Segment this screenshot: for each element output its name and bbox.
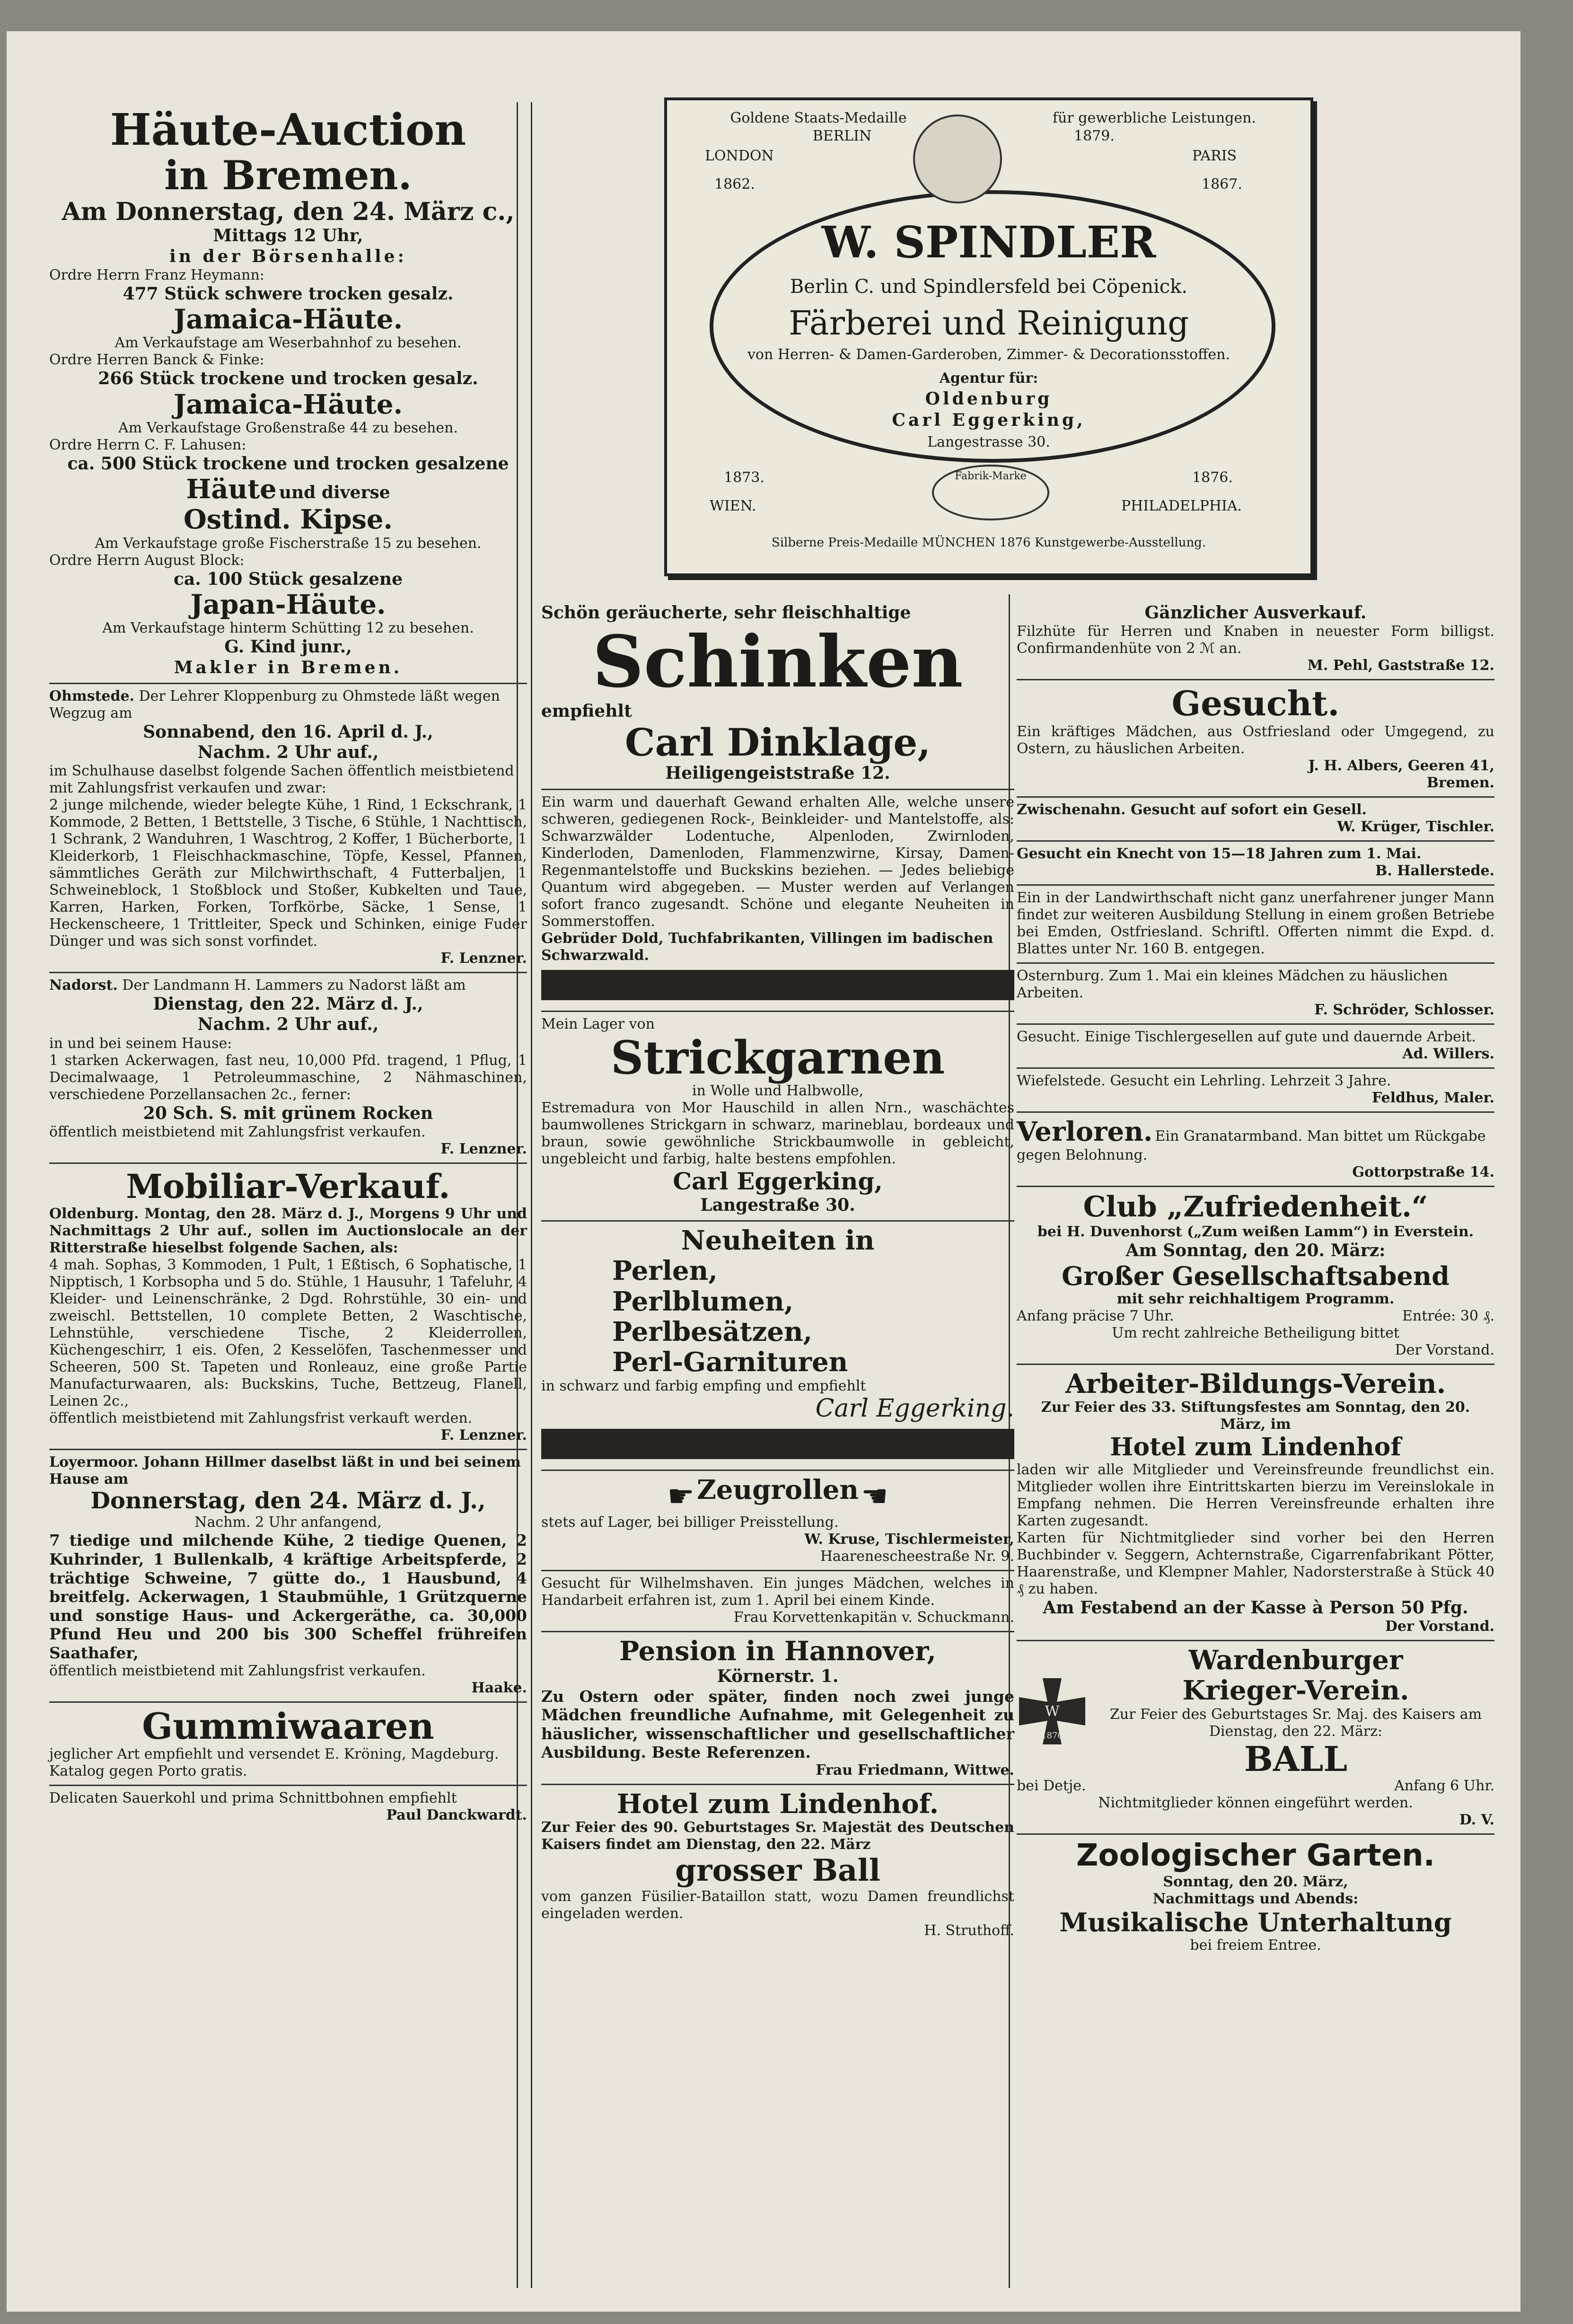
tisch-sign: Ad. Willers.	[1402, 1045, 1494, 1062]
zeug-title: Zeugrollen	[696, 1474, 859, 1505]
wilh-sign: Frau Korvettenkapitän v. Schuckmann.	[733, 1609, 1014, 1626]
pens-title: Pension in Hannover,	[619, 1636, 936, 1667]
zoo-text1: Sonntag, den 20. März,	[1163, 1873, 1348, 1890]
spindler-agentname: Carl Eggerking,	[892, 410, 1086, 430]
ges-sign: J. H. Albers, Geeren 41,	[1308, 757, 1494, 774]
loy-date: Donnerstag, den 24. März d. J.,	[90, 1488, 486, 1514]
nad-items: 1 starken Ackerwagen, fast neu, 10,000 Pfd. tragend, 1 Pflug, 1 Decimalwaage, 1 Petroleummaschine, 2 Nähmaschinen, verschiedene Porzellansachen 2c., ferner:	[49, 1052, 527, 1103]
ad-knecht	[1017, 842, 1494, 886]
ad-zoo	[1017, 1835, 1494, 1959]
lot4-sign: G. Kind junr.,	[224, 637, 352, 657]
lot3-title2: und diverse	[279, 483, 390, 503]
ad-osternburg	[1017, 964, 1494, 1025]
knecht-text: Gesucht ein Knecht von 15—18 Jahren zum 1. Mai.	[1017, 845, 1422, 862]
ausv-text: Filzhüte für Herren und Knaben in neuester Form billigst. Confirmandenhüte von 2 ℳ an.	[1017, 623, 1494, 657]
tisch-text: Gesucht. Einige Tischlergesellen auf gute und dauernde Arbeit.	[1017, 1028, 1476, 1045]
ward-sign: D. V.	[1459, 1812, 1494, 1828]
spindler-1873: 1873.	[724, 469, 765, 486]
ad-zeugrollen	[541, 1471, 1014, 1572]
spindler-1879: 1879.	[1074, 128, 1115, 144]
ohm-date: Sonnabend, den 16. April d. J.,	[143, 722, 433, 742]
zoo-title: Zoologischer Garten.	[1076, 1838, 1435, 1873]
pens-addr: Körnerstr. 1.	[717, 1666, 839, 1687]
arb-title: Arbeiter-Bildungs-Verein.	[1065, 1368, 1446, 1400]
iron-cross-svg	[1017, 1676, 1088, 1747]
spindler-medal2: für gewerbliche Leistungen.	[1052, 110, 1257, 126]
perl-item3: Perlbesätzen,	[612, 1316, 813, 1348]
nad-time: Nachm. 2 Uhr auf.,	[197, 1014, 379, 1035]
ohm-time: Nachm. 2 Uhr auf.,	[197, 742, 379, 763]
mob-text1: Oldenburg. Montag, den 28. März d. J., Morgens 9 Uhr und Nachmittags 2 Uhr auf., sollen im Auctionslocale an der Ritterstraße hieselbst folgende Sachen, als:	[49, 1206, 527, 1257]
spindler-items: von Herren- & Damen-Garderoben, Zimmer- & Decorationsstoffen.	[747, 346, 1230, 363]
spindler-paris: PARIS	[1192, 148, 1237, 164]
perl-title: Neuheiten in	[681, 1224, 875, 1256]
ward-title2: Krieger-Verein.	[1182, 1675, 1409, 1707]
pointing-hand-left-icon: ☚	[861, 1479, 888, 1514]
ad-strickgarne	[541, 1012, 1014, 1222]
ad-wiefelstede	[1017, 1069, 1494, 1113]
club-text2: mit sehr reichhaltigem Programm.	[1116, 1290, 1395, 1307]
schinken-text1: Schön geräucherte, sehr fleischhaltige	[541, 603, 911, 623]
club-sign: Der Vorstand.	[1395, 1341, 1494, 1358]
perl-item1: Perlen,	[612, 1255, 718, 1287]
iron-cross-icon	[1017, 1676, 1088, 1747]
ad-arbeiter-verein	[1017, 1365, 1494, 1641]
verl-sign: Gottorpstraße 14.	[1352, 1164, 1494, 1181]
arb-text1: Zur Feier des 33. Stiftungsfestes am Sonntag, den 20. März, im	[1041, 1399, 1470, 1433]
cross-letter: W	[1045, 1703, 1060, 1720]
lot1-order: Ordre Herrn Franz Heymann:	[49, 266, 264, 283]
club-text4: Um recht zahlreiche Betheiligung bittet	[1112, 1324, 1399, 1341]
ad-gewand	[541, 790, 1014, 1012]
wief-sign: Feldhus, Maler.	[1371, 1089, 1494, 1106]
club-title2: Großer Gesellschaftsabend	[1062, 1260, 1450, 1291]
strick-addr: Langestraße 30.	[700, 1195, 855, 1215]
arb-title2: Hotel zum Lindenhof	[1110, 1433, 1401, 1462]
spindler-phila: PHILADELPHIA.	[1121, 498, 1242, 514]
loy-text1: Loyermoor. Johann Hillmer daselbst läßt in und bei seinem Hause am	[49, 1454, 521, 1488]
column-2	[541, 599, 1014, 1944]
spindler-agent: Agentur für:	[939, 370, 1038, 387]
lot2-qty: 266 Stück trockene und trocken gesalz.	[98, 369, 478, 389]
spindler-name: W. SPINDLER	[821, 217, 1156, 268]
hotel-ball-title: grosser Ball	[675, 1853, 881, 1889]
schinken-name: Carl Dinklage,	[624, 720, 931, 765]
column-rule-1b	[531, 102, 532, 2288]
gum-title: Gummiwaaren	[142, 1705, 434, 1747]
pointing-hand-right-icon: ☛	[667, 1479, 694, 1514]
ad-landwirtschaft	[1017, 886, 1494, 964]
ad-ausverkauf	[1017, 599, 1494, 680]
ad-loyermoor	[49, 1450, 527, 1702]
schinken-title: Schinken	[592, 620, 963, 704]
hotel-text2: vom ganzen Füsilier-Bataillon statt, wozu Damen freundlichst eingeladen werden.	[541, 1888, 1014, 1922]
gewand-sign: Gebrüder Dold, Tuchfabrikanten, Villingen im badischen Schwarzwald.	[541, 930, 993, 964]
lot4-view: Am Verkaufstage hinterm Schütting 12 zu besehen.	[102, 620, 474, 637]
trademark-icon	[932, 465, 1049, 520]
ward-ball: BALL	[1244, 1738, 1347, 1779]
lot3-view: Am Verkaufstage große Fischerstraße 15 zu besehen.	[95, 535, 482, 552]
zeug-addr: Haarenescheestraße Nr. 9.	[820, 1548, 1014, 1565]
loy-sign: Haake.	[471, 1679, 527, 1696]
zoo-text3: bei freiem Entree.	[1190, 1937, 1321, 1954]
spindler-city: Oldenburg	[925, 389, 1053, 409]
nad-date: Dienstag, den 22. März d. J.,	[153, 994, 423, 1014]
pens-text: Zu Ostern oder später, finden noch zwei junge Mädchen freundliche Aufnahme, mit Gelegenheit zu häuslicher, wissenschaftlicher und gesellschaftlicher Ausbildung. Beste Referenzen.	[541, 1687, 1014, 1762]
ad-pension	[541, 1632, 1014, 1785]
gewand-text: Ein warm und dauerhaft Gewand erhalten Alle, welche unsere schweren, gediegenen Rock-, Beinkleider- und Mantelstoffe, als: Schwarzwälder Lodentuche, Alpenloden, Zwirnloden, Kinderloden, Damenloden, Flammenzwirne, Kirsay, Damen-Regenmantelstoffe und Buckskins beziehen. — Jedes beliebige Quantum wird abgegeben. — Muster werden auf Verlangen sofort franco zugesandt. Schöne und elegante Neuheiten in Sommerstoffen.	[541, 793, 1014, 930]
ad-nadorst	[49, 973, 527, 1164]
nad-text2: in und bei seinem Hause:	[49, 1035, 232, 1052]
ad-verloren	[1017, 1113, 1494, 1187]
nad-text5: öffentlich meistbietend mit Zahlungsfrist verkaufen.	[49, 1123, 426, 1140]
ges-city: Bremen.	[1426, 774, 1494, 791]
spindler-bottom: Silberne Preis-Medaille MÜNCHEN 1876 Kunstgewerbe-Ausstellung.	[771, 536, 1206, 550]
haute-place: in der Börsenhalle:	[169, 246, 407, 266]
perl-item4: Perl-Garnituren	[612, 1347, 848, 1378]
spindler-mark: Fabrik-Marke	[955, 470, 1027, 482]
perl-item2: Perlblumen,	[612, 1285, 794, 1317]
arb-text2: laden wir alle Mitglieder und Vereinsfreunde freundlichst ein. Mitglieder wollen ihre Eintrittskarten bierzu im Vereinslokale in Empfang nehmen. Die Herren Vereinsfreunde erhalten ihre Karten zugesandt.	[1017, 1461, 1494, 1529]
haute-title: Häute-Auction	[110, 104, 466, 155]
ward-text4: Nichtmitglieder können eingeführt werden.	[1098, 1795, 1413, 1811]
medal-icon	[913, 114, 1002, 203]
lot2-title: Jamaica-Häute.	[173, 388, 403, 420]
ad-schinken	[541, 599, 1014, 790]
lot4-title: Japan-Häute.	[190, 589, 386, 621]
ost-sign: F. Schröder, Schlosser.	[1314, 1001, 1494, 1018]
loy-items: 7 tiedige und milchende Kühe, 2 tiedige Quenen, 2 Kuhrinder, 1 Bullenkalb, 4 kräftige Arbeitspferde, 2 trächtige Schweine, 7 gütte do., 1 Hausbund, 4 breitfelg. Ackerwagen, 1 Staubmühle, 1 Grützquerne und sonstige Haus- und Ackergeräthe, ca. 30,000 Pfund Heu und 200 bis 300 Scheffel frühreifen Saathafer,	[49, 1531, 527, 1663]
haute-subtitle: in Bremen.	[164, 152, 412, 199]
ohm-text2: im Schulhause daselbst folgende Sachen öffentlich meistbietend mit Zahlungsfrist verkaufen und zwar:	[49, 763, 514, 797]
schinken-addr: Heiligengeiststraße 12.	[665, 763, 890, 783]
ohm-items: 2 junge milchende, wieder belegte Kühe, 1 Rind, 1 Eckschrank, 1 Kommode, 2 Betten, 1 Bettstelle, 3 Tische, 6 Stühle, 1 Nachttisch, 1 Schrank, 2 Wanduhren, 1 Waschtrog, 2 Koffer, 1 Bücherborte, 1 Kleiderkorb, 1 Fleischhackmaschine, Töpfe, Kessel, Pfannen, sämmtliches Geräth zur Milchwirthschaft, 4 Futterbaljen, 1 Schweineblock, 1 Stoßblock und Stoßer, Kubkelten und Taue, Karren, Harken, Forken, Torfkörbe, Säcke, 1 Sense, 1 Heckenscheere, 1 Trittleiter, Speck und Schinken, einige Fuder Dünger und was sich sonst vorfindet.	[49, 797, 527, 950]
mob-items: 4 mah. Sophas, 3 Kommoden, 1 Pult, 1 Eßtisch, 6 Sophatische, 1 Nipptisch, 1 Korbsopha und 5 do. Stühle, 1 Hausuhr, 1 Tafeluhr, 4 Kleider- und Leinenschränke, 2 Dgd. Rohrstühle, 30 ein- und zweischl. Bettstellen, 10 complete Betten, 2 Waschtische, Lehnstühle, verschiedene Tische, 2 Kleiderrollen, Küchengeschirr, 1 eis. Ofen, 2 Kesselöfen, Taschenmesser und Scheeren, 500 St. Tapeten und Ronleauz, eine große Partie Manufacturwaaren, als: Buckskins, Tuche, Bettzeug, Flanell, Leinen 2c.,	[49, 1257, 527, 1410]
ausv-heading: Gänzlicher Ausverkauf.	[1144, 603, 1367, 623]
column-1	[49, 102, 527, 1829]
lot3-qty: ca. 500 Stück trockene und trocken gesalzene	[67, 453, 509, 474]
black-bar	[541, 1429, 1014, 1459]
ad-zwischenahn	[1017, 798, 1494, 842]
lot4-qty: ca. 100 Stück gesalzene	[174, 569, 403, 589]
arb-text3: Karten für Nichtmitglieder sind vorher bei den Herren Buchbinder v. Seggern, Achternstraße, Cigarrenfabrikant Pötter, Haarenstraße, und Klempner Mahler, Nadorsterstraße à Stück 40 ₰ zu haben.	[1017, 1529, 1494, 1597]
ward-text2: bei Detje.	[1017, 1778, 1086, 1794]
spindler-1862: 1862.	[714, 176, 755, 193]
del-sign: Paul Danckwardt.	[386, 1807, 527, 1824]
lot1-qty: 477 Stück schwere trocken gesalz.	[123, 283, 454, 304]
spindler-1867: 1867.	[1202, 176, 1242, 193]
nad-text1: Der Landmann H. Lammers zu Nadorst läßt am	[122, 977, 466, 994]
perl-sign: Carl Eggerking.	[815, 1394, 1014, 1423]
gum-text: jeglicher Art empfiehlt und versendet E. Kröning, Magdeburg. Katalog gegen Porto gratis.	[49, 1746, 499, 1780]
lot3-order: Ordre Herrn C. F. Lahusen:	[49, 436, 246, 453]
ward-title: Wardenburger	[1188, 1645, 1403, 1676]
club-title: Club „Zufriedenheit.“	[1083, 1190, 1428, 1224]
nad-sign: F. Lenzner.	[440, 1140, 527, 1157]
haute-date: Am Donnerstag, den 24. März c.,	[62, 197, 515, 226]
black-bar	[541, 970, 1014, 1000]
lot3-title: Häute	[186, 474, 277, 505]
lot1-view: Am Verkaufstage am Weserbahnhof zu besehen.	[114, 335, 462, 352]
lw-text: Ein in der Landwirthschaft nicht ganz unerfahrener junger Mann findet zur weiteren Ausbildung Stellung in einem großen Betriebe bei Emden, Ostfriesland. Schriftl. Offerten nimmt die Expd. d. Blattes unter Nr. 160 B. entgegen.	[1017, 889, 1494, 957]
ad-sauerkohl	[49, 1786, 527, 1829]
loy-text3: öffentlich meistbietend mit Zahlungsfrist verkaufen.	[49, 1662, 426, 1679]
loy-time: Nachm. 2 Uhr anfangend,	[194, 1514, 382, 1531]
club-date: Am Sonntag, den 20. März:	[1125, 1241, 1386, 1261]
ad-perlen	[541, 1222, 1014, 1471]
strick-name: Carl Eggerking,	[673, 1167, 883, 1196]
zoo-title2: Musikalische Unterhaltung	[1059, 1907, 1452, 1937]
nad-heading: Nadorst.	[49, 977, 118, 994]
ad-wardenburger	[1017, 1641, 1494, 1835]
ad-spindler	[664, 97, 1313, 576]
zoo-text2: Nachmittags und Abends:	[1152, 1890, 1359, 1907]
schinken-text2: empfiehlt	[541, 701, 632, 722]
spindler-trade: Färberei und Reinigung	[789, 304, 1189, 343]
lot1-title: Jamaica-Häute.	[173, 303, 403, 335]
hotel-text1: Zur Feier des 90. Geburtstages Sr. Majestät des Deutschen Kaisers findet am Dienstag, den 22. März	[541, 1819, 1014, 1853]
ges-text: Ein kräftiges Mädchen, aus Ostfriesland oder Umgegend, zu Ostern, zu häuslichen Arbeiten.	[1017, 723, 1494, 757]
club-text1: bei H. Duvenhorst („Zum weißen Lamm“) in Everstein.	[1037, 1224, 1474, 1241]
zwi-text: Zwischenahn. Gesucht auf sofort ein Gesell.	[1017, 801, 1367, 818]
knecht-sign: B. Hallerstede.	[1375, 862, 1494, 879]
ward-text3: Anfang 6 Uhr.	[1394, 1778, 1494, 1794]
ad-club	[1017, 1187, 1494, 1364]
spindler-wien: WIEN.	[710, 498, 756, 514]
spindler-street: Langestrasse 30.	[927, 434, 1050, 450]
mob-title: Mobiliar-Verkauf.	[126, 1166, 450, 1206]
hotel-title: Hotel zum Lindenhof.	[616, 1788, 939, 1820]
lot4-order: Ordre Herrn August Block:	[49, 552, 245, 569]
lot3-title3: Ostind. Kipse.	[183, 504, 393, 536]
club-text3: Anfang präcise 7 Uhr.	[1017, 1307, 1174, 1324]
strick-text2: in Wolle und Halbwolle,	[692, 1083, 864, 1100]
ad-haeute-auction	[49, 102, 527, 684]
verl-text: Ein Granatarmband. Man bittet um Rückgabe gegen Belohnung.	[1017, 1127, 1486, 1164]
ad-gesucht	[1017, 680, 1494, 798]
spindler-london: LONDON	[705, 148, 774, 164]
arb-text4: Am Festabend an der Kasse à Person 50 Pfg.	[1043, 1597, 1468, 1618]
nad-rocken: 20 Sch. S. mit grünem Rocken	[143, 1103, 433, 1123]
ohm-heading: Ohmstede.	[49, 687, 135, 704]
verl-title: Verloren.	[1017, 1116, 1153, 1147]
ad-ohmstede	[49, 684, 527, 973]
del-text: Delicaten Sauerkohl und prima Schnittbohnen empfiehlt	[49, 1790, 457, 1807]
haute-time: Mittags 12 Uhr,	[213, 226, 363, 246]
cross-year: 1870	[1041, 1731, 1063, 1741]
strick-text1: Mein Lager von	[541, 1015, 655, 1032]
lot4-sign2: Makler in Bremen.	[174, 657, 403, 678]
ward-text1: Zur Feier des Geburtstages Sr. Maj. des Kaisers am Dienstag, den 22. März:	[1109, 1706, 1482, 1740]
arb-sign: Der Vorstand.	[1385, 1618, 1494, 1635]
spindler-berlin: BERLIN	[812, 128, 872, 144]
zwi-sign: W. Krüger, Tischler.	[1337, 818, 1494, 835]
ad-gummiwaaren	[49, 1703, 527, 1787]
strick-text3: Estremadura von Mor Hauschild in allen Nrn., waschächtes baumwollenes Strickgarn in schwarz, marineblau, bordeaux und braun, sowie gewöhnliche Strickbaumwolle in gebleicht, ungebleicht und farbig, halte bestens empfohlen.	[541, 1100, 1014, 1168]
spindler-address: Berlin C. und Spindlersfeld bei Cöpenick.	[790, 276, 1188, 298]
wilh-text: Gesucht für Wilhelmshaven. Ein junges Mädchen, welches in Handarbeit erfahren ist, zum 1. April bei einem Kinde.	[541, 1575, 1014, 1609]
ausv-sign: M. Pehl, Gaststraße 12.	[1307, 657, 1494, 674]
ad-mobiliar	[49, 1164, 527, 1451]
spindler-1876: 1876.	[1192, 469, 1233, 486]
lot2-view: Am Verkaufstage Großenstraße 44 zu besehen.	[118, 419, 458, 436]
column-3	[1017, 599, 1494, 1959]
mob-sign: F. Lenzner.	[440, 1427, 527, 1444]
hotel-sign: H. Struthoff.	[924, 1922, 1014, 1939]
zeug-sign: W. Kruse, Tischlermeister,	[804, 1531, 1014, 1548]
ad-wilhelmshaven	[541, 1571, 1014, 1632]
perl-text: in schwarz und farbig empfing und empfiehlt	[541, 1377, 866, 1394]
spindler-medal1: Goldene Staats-Medaille	[730, 110, 907, 126]
ost-text: Osternburg. Zum 1. Mai ein kleines Mädchen zu häuslichen Arbeiten.	[1017, 967, 1448, 1001]
club-entree: Entrée: 30 ₰.	[1402, 1307, 1494, 1324]
newspaper-page	[7, 31, 1520, 2312]
wief-text: Wiefelstede. Gesucht ein Lehrling. Lehrzeit 3 Jahre.	[1017, 1072, 1391, 1089]
ges-title: Gesucht.	[1171, 683, 1340, 724]
strick-title: Strickgarnen	[610, 1030, 945, 1084]
mob-text3: öffentlich meistbietend mit Zahlungsfrist verkauft werden.	[49, 1410, 473, 1427]
pens-sign: Frau Friedmann, Wittwe.	[816, 1762, 1014, 1779]
zeug-text: stets auf Lager, bei billiger Preisstellung.	[541, 1514, 839, 1531]
ohm-sign: F. Lenzner.	[440, 950, 527, 967]
ad-hotel-lindenhof	[541, 1785, 1014, 1944]
ad-tischler	[1017, 1025, 1494, 1069]
lot2-order: Ordre Herren Banck & Finke:	[49, 352, 264, 369]
ohm-text1: Der Lehrer Kloppenburg zu Ohmstede läßt wegen Wegzug am	[49, 687, 500, 722]
